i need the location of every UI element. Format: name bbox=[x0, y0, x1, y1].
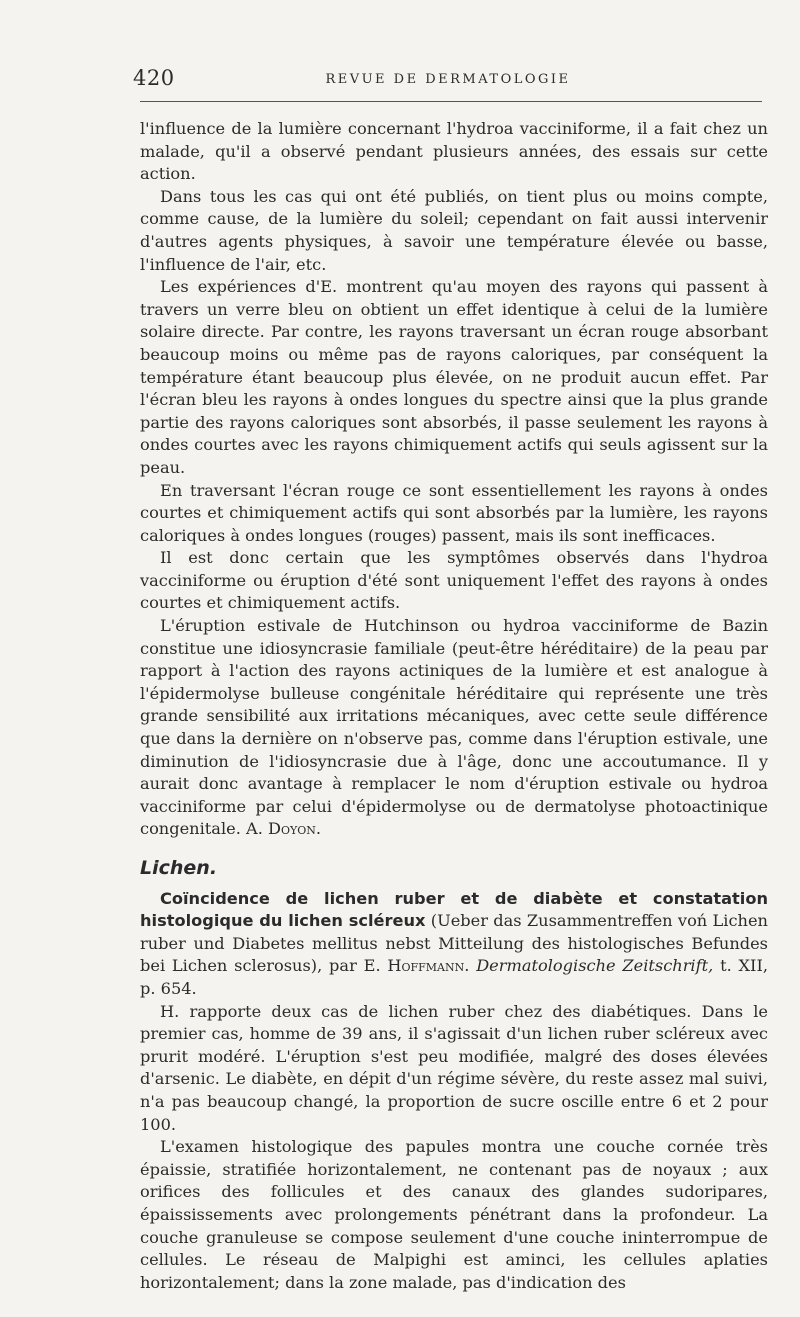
article-title: Coïncidence de lichen ruber et de diabète et constatation histologique du lichen scléreux bbox=[140, 888, 768, 931]
paragraph: H. rapporte deux cas de lichen ruber chez des diabétiques. Dans le premier cas, homme de 39 ans, il s'agissait d'un lichen ruber scléreux avec prurit modéré. L'éruption s'est peu modifiée, malgré des doses élevées d'arsenic. Le diabète, en dépit d'un régime sévère, du reste assez mal suivi, n'a pas beaucoup changé, la proportion de sucre oscille entre 6 et 2 pour 100. bbox=[140, 1001, 768, 1134]
running-title: REVUE DE DERMATOLOGIE bbox=[325, 72, 571, 87]
article-heading bbox=[140, 888, 768, 1001]
header-rule bbox=[140, 101, 762, 102]
paragraph: Dans tous les cas qui ont été publiés, on tient plus ou moins compte, comme cause, de la lumière du soleil; cependant on fait aussi intervenir d'autres agents physiques, à savoir une température élevée ou basse, l'influence de l'air, etc. bbox=[140, 186, 768, 274]
page-number: 420 bbox=[133, 66, 175, 90]
paragraph: L'examen histologique des papules montra une couche cornée très épaissie, stratifiée horizontalement, ne contenant pas de noyaux ; aux orifices des follicules et des canaux des glandes sudoripares, épaississements avec prolongements pénétrant dans la profondeur. La couche granuleuse se compose seulement d'une couche ininterrompue de cellules. Le réseau de Malpighi est aminci, les cellules aplaties horizontalement; dans la zone malade, pas d'indication des bbox=[140, 1137, 768, 1292]
citation: t. XII, p. 654. bbox=[140, 956, 768, 998]
article-author: E. Hoffmann. bbox=[363, 956, 470, 976]
paragraph: Il est donc certain que les symptômes observés dans l'hydroa vacciniforme ou éruption d'été sont uniquement l'effet des rayons à ondes courtes et chimiquement actifs. bbox=[140, 548, 768, 613]
journal-name: Dermatologische Zeitschrift, bbox=[476, 956, 714, 976]
page-header bbox=[133, 66, 763, 96]
paragraph bbox=[140, 615, 768, 841]
paragraph: l'influence de la lumière concernant l'hydroa vacciniforme, il a fait chez un malade, qu'il a observé pendant plusieurs années, des essais sur cette action. bbox=[140, 119, 768, 184]
section-title: Lichen. bbox=[140, 857, 218, 879]
paragraph: En traversant l'écran rouge ce sont essentiellement les rayons à ondes courtes et chimiquement actifs qui sont absorbés par la lumière, les rayons caloriques à ondes longues (rouges) passent, mais ils sont inefficaces. bbox=[140, 480, 768, 545]
text-body bbox=[140, 118, 768, 1294]
paragraph-text: L'éruption estivale de Hutchinson ou hydroa vacciniforme de Bazin constitue une idiosyncrasie familiale (peut-être héréditaire) de la peau par rapport à l'action des rayons actiniques de la lumière et est analogue à l'épidermolyse bulleuse congénitale héréditaire qui représente une très grande sensibilité aux irritations mécaniques, avec cette seule différence que dans la dernière on n'observe pas, comme dans l'éruption estivale, une diminution de l'idiosyncrasie due à l'âge, donc une accoutumance. Il y aurait donc avantage à remplacer le nom d'éruption estivale ou hydroa vacciniforme par celui d'épidermolyse ou de dermatolyse photoactinique congenitale. bbox=[140, 616, 768, 839]
paragraph: Les expériences d'E. montrent qu'au moyen des rayons qui passent à travers un verre bleu on obtient un effet identique à celui de la lumière solaire directe. Par contre, les rayons traversant un écran rouge absorbant beaucoup moins ou même pas de rayons caloriques, par conséquent la température étant beaucoup plus élevée, on ne produit aucun effet. Par l'écran bleu les rayons à ondes longues du spectre ainsi que la plus grande partie des rayons caloriques sont absorbés, il passe seulement les rayons à ondes courtes avec les rayons chimiquement actifs qui seuls agissent sur la peau. bbox=[140, 277, 768, 477]
signature: A. Doyon. bbox=[246, 819, 322, 839]
original-title: (Ueber das Zusammentreffen voń Lichen ruber und Diabetes mellitus nebst Mitteilung des histologisches Befundes bei Lichen sclerosus), par bbox=[140, 911, 768, 976]
